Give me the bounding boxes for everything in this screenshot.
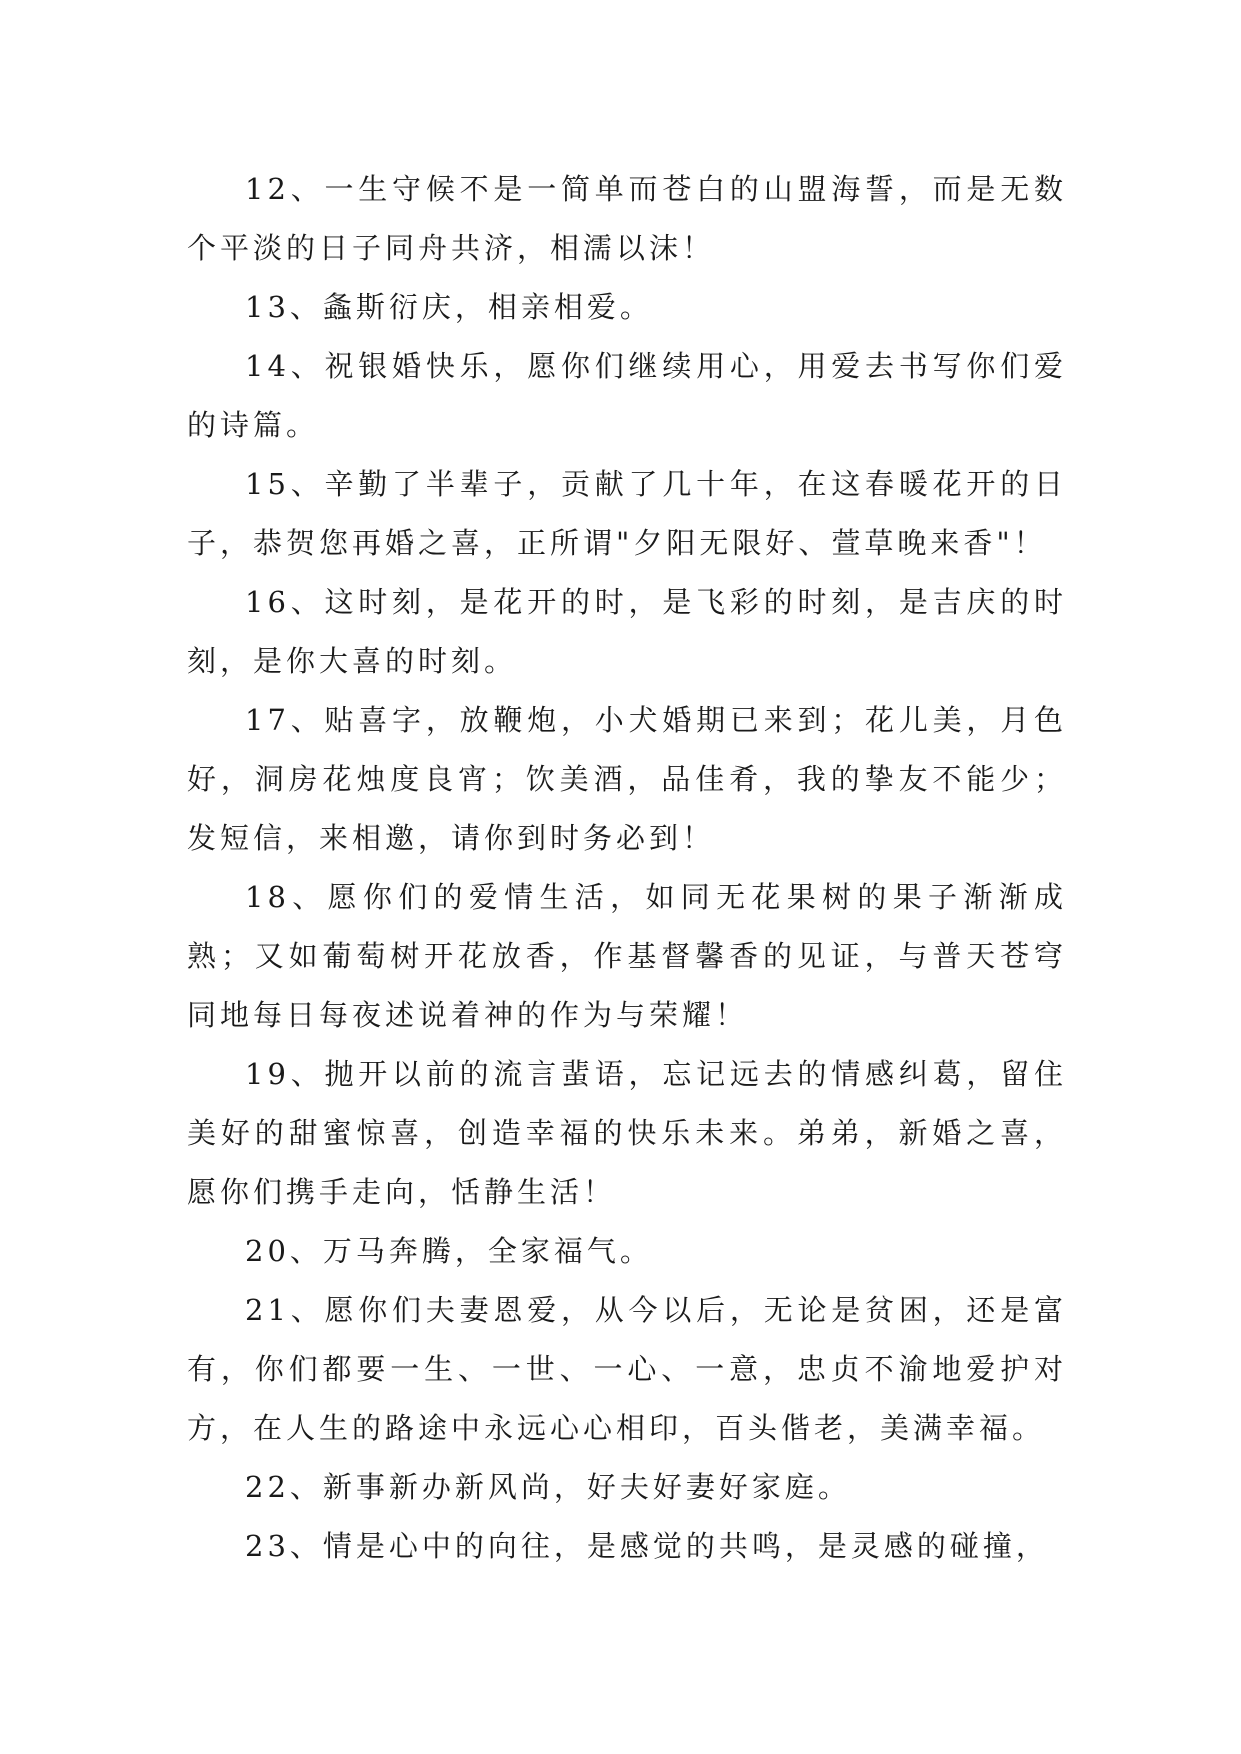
paragraph-12: 12、一生守候不是一简单而苍白的山盟海誓，而是无数个平淡的日子同舟共济，相濡以沫！: [187, 172, 1067, 265]
paragraph-15: 15、辛勤了半辈子，贡献了几十年，在这春暖花开的日子，恭贺您再婚之喜，正所谓"夕阳无限好、萱草晚来香"！: [187, 467, 1067, 560]
paragraph-14: 14、祝银婚快乐，愿你们继续用心，用爱去书写你们爱的诗篇。: [187, 349, 1067, 442]
paragraph-17: 17、贴喜字，放鞭炮，小犬婚期已来到；花儿美，月色好，洞房花烛度良宵；饮美酒，品佳肴，我的挚友不能少；发短信，来相邀，请你到时务必到！: [187, 703, 1067, 855]
paragraph-16: 16、这时刻，是花开的时，是飞彩的时刻，是吉庆的时刻，是你大喜的时刻。: [187, 585, 1067, 678]
paragraph-20: 20、万马奔腾，全家福气。: [245, 1234, 653, 1268]
paragraph-21: 21、愿你们夫妻恩爱，从今以后，无论是贫困，还是富有，你们都要一生、一世、一心、一意，忠贞不渝地爱护对方，在人生的路途中永远心心相印，百头偕老，美满幸福。: [187, 1293, 1067, 1445]
paragraph-23: 23、情是心中的向往，是感觉的共鸣，是灵感的碰撞，: [245, 1529, 1049, 1563]
paragraph-22: 22、新事新办新风尚，好夫好妻好家庭。: [245, 1470, 851, 1504]
paragraph-13: 13、螽斯衍庆，相亲相爱。: [245, 290, 653, 324]
document-body: [187, 160, 1067, 1576]
paragraph-18: 18、愿你们的爱情生活，如同无花果树的果子渐渐成熟；又如葡萄树开花放香，作基督馨香的见证，与普天苍穹同地每日每夜述说着神的作为与荣耀！: [187, 880, 1067, 1032]
paragraph-19: 19、抛开以前的流言蜚语，忘记远去的情感纠葛，留住美好的甜蜜惊喜，创造幸福的快乐未来。弟弟，新婚之喜，愿你们携手走向，恬静生活！: [187, 1057, 1067, 1209]
